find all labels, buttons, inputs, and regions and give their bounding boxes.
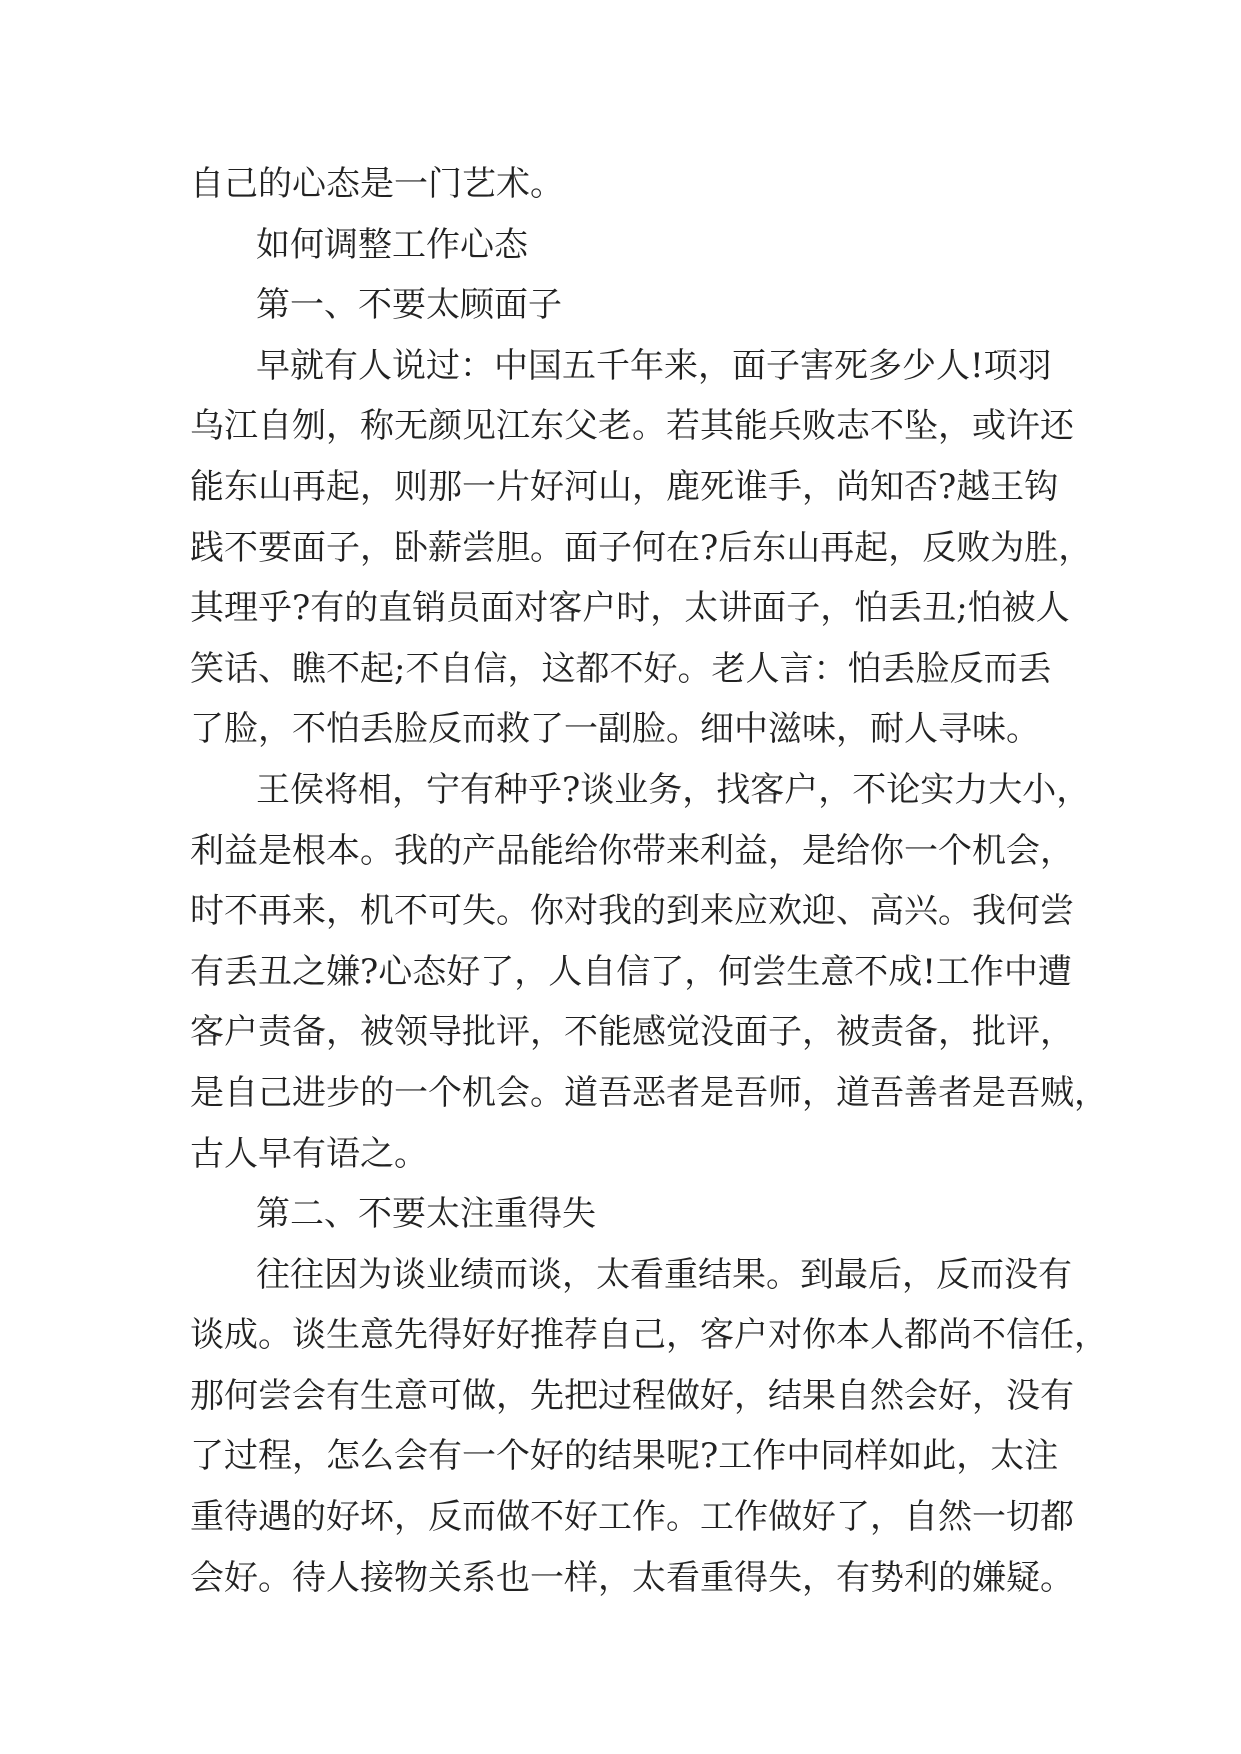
text-line: 客户责备，被领导批评，不能感觉没面子，被责备，批评，	[190, 1012, 1074, 1053]
text-line: 那何尝会有生意可做，先把过程做好，结果自然会好，没有	[190, 1375, 1074, 1416]
subsection-heading: 第一、不要太顾面子	[256, 285, 562, 326]
subsection-heading: 第二、不要太注重得失	[256, 1194, 596, 1235]
text-line: 践不要面子，卧薪尝胆。面子何在?后东山再起，反败为胜，	[190, 527, 1093, 568]
text-line: 能东山再起，则那一片好河山，鹿死谁手，尚知否?越王钩	[190, 466, 1059, 507]
text-line: 利益是根本。我的产品能给你带来利益，是给你一个机会，	[190, 830, 1074, 871]
text-line: 谈成。谈生意先得好好推荐自己，客户对你本人都尚不信任，	[190, 1315, 1108, 1356]
text-line: 会好。待人接物关系也一样，太看重得失，有势利的嫌疑。	[190, 1557, 1074, 1598]
text-line: 有丢丑之嫌?心态好了，人自信了，何尝生意不成!工作中遭	[190, 951, 1072, 992]
text-line: 其理乎?有的直销员面对客户时，太讲面子，怕丢丑;怕被人	[190, 588, 1070, 629]
text-line: 古人早有语之。	[190, 1133, 428, 1174]
text-line: 乌江自刎，称无颜见江东父老。若其能兵败志不坠，或许还	[190, 406, 1074, 447]
text-line: 了过程，怎么会有一个好的结果呢?工作中同样如此，太注	[190, 1436, 1059, 1477]
text-line: 了脸，不怕丢脸反而救了一副脸。细中滋味，耐人寻味。	[190, 709, 1040, 750]
text-line: 重待遇的好坏，反而做不好工作。工作做好了，自然一切都	[190, 1497, 1074, 1538]
text-line: 时不再来，机不可失。你对我的到来应欢迎、高兴。我何尝	[190, 891, 1074, 932]
text-line: 往往因为谈业绩而谈，太看重结果。到最后，反而没有	[256, 1254, 1072, 1295]
section-heading: 如何调整工作心态	[256, 224, 528, 265]
text-line: 王侯将相，宁有种乎?谈业务，找客户，不论实力大小，	[256, 769, 1091, 810]
text-line: 自己的心态是一门艺术。	[190, 164, 564, 204]
text-line: 早就有人说过：中国五千年来，面子害死多少人!项羽	[256, 345, 1052, 386]
body-text	[190, 154, 1108, 1608]
text-line: 是自己进步的一个机会。道吾恶者是吾师，道吾善者是吾贼，	[190, 1072, 1108, 1113]
text-line: 笑话、瞧不起;不自信，这都不好。老人言：怕丢脸反而丢	[190, 648, 1052, 689]
